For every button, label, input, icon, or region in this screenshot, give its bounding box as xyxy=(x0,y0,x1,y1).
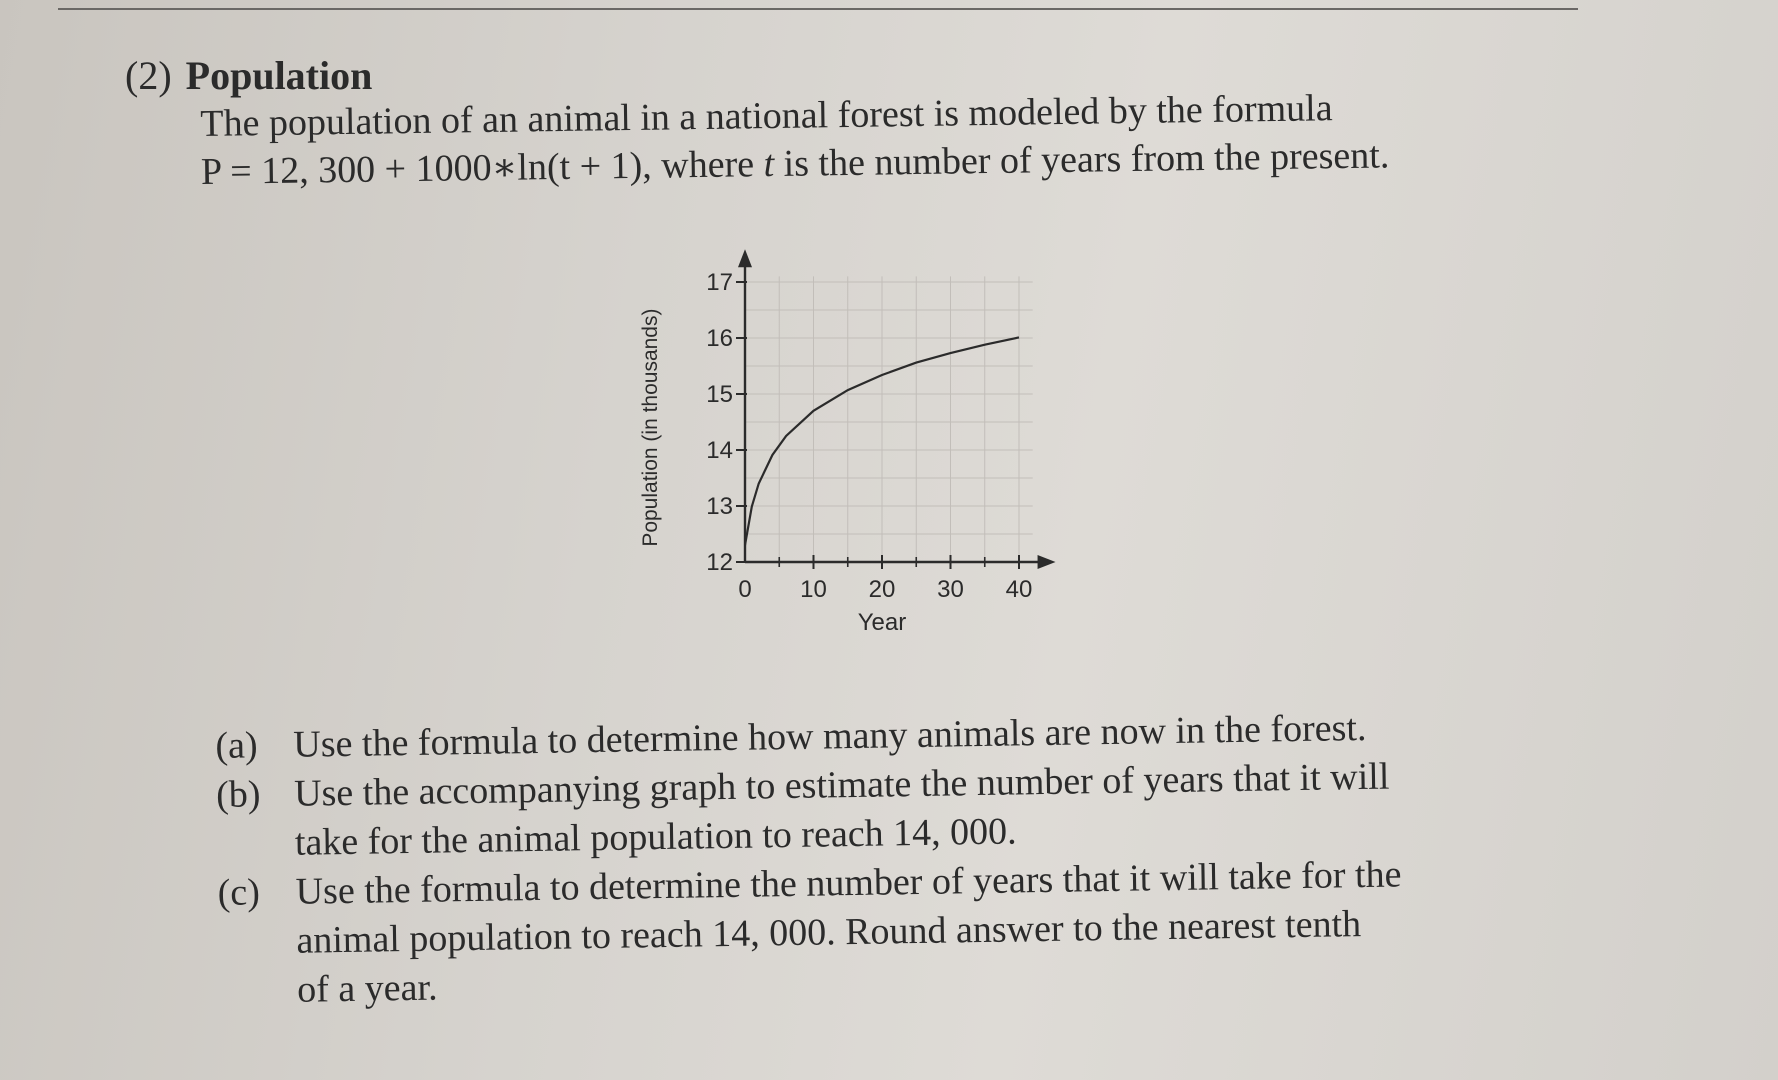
intro-line-1: The population of an animal in a national forest is modeled by the formula xyxy=(200,87,1333,145)
question-line: take for the animal population to reach 14, 000. xyxy=(294,810,1017,864)
intro-text-b: is the number of years from the present. xyxy=(773,134,1390,185)
y-axis-label: Population (in thousands) xyxy=(639,308,662,547)
chart-axes xyxy=(738,249,1056,569)
chart-ticks xyxy=(706,269,1032,603)
x-tick-label: 30 xyxy=(937,576,964,603)
y-tick-label: 15 xyxy=(706,381,733,408)
question-line: Use the formula to determine the number of years that it will take for the xyxy=(295,853,1402,913)
formula: P = 12, 300 + 1000∗ln(t + 1), xyxy=(200,144,662,193)
problem-title: Population xyxy=(185,53,373,98)
y-tick-label: 17 xyxy=(706,269,733,296)
question-line: animal population to reach 14, 000. Round answer to the nearest tenth xyxy=(296,903,1362,962)
question-item xyxy=(216,752,1401,869)
question-letter: (c) xyxy=(217,871,261,914)
top-rule xyxy=(58,8,1578,10)
question-line: Use the formula to determine how many animals are now in the forest. xyxy=(293,706,1367,766)
x-tick-label: 20 xyxy=(868,576,896,603)
question-letter: (a) xyxy=(215,724,258,767)
intro-text-a: where xyxy=(660,143,764,187)
problem-number: (2) xyxy=(125,53,172,98)
y-tick-label: 14 xyxy=(706,437,733,464)
x-tick-label: 0 xyxy=(738,576,752,603)
y-tick-label: 12 xyxy=(706,549,733,576)
problem-heading xyxy=(125,52,372,99)
chart-grid xyxy=(745,276,1033,562)
y-tick-label: 16 xyxy=(706,325,733,352)
variable-t: t xyxy=(763,142,775,186)
population-chart xyxy=(630,230,1090,650)
y-axis-arrow xyxy=(738,249,752,267)
question-line: of a year. xyxy=(296,966,438,1011)
x-tick-label: 40 xyxy=(1005,576,1033,603)
x-tick-label: 10 xyxy=(800,576,827,603)
y-tick-label: 13 xyxy=(706,493,733,520)
x-axis-label: Year xyxy=(857,609,907,636)
question-letter: (b) xyxy=(215,773,261,816)
x-axis-arrow xyxy=(1038,555,1056,569)
problem-intro xyxy=(200,83,1390,196)
question-item xyxy=(217,850,1403,1016)
question-line: Use the accompanying graph to estimate the number of years that it will xyxy=(293,755,1390,815)
questions xyxy=(215,703,1403,1016)
